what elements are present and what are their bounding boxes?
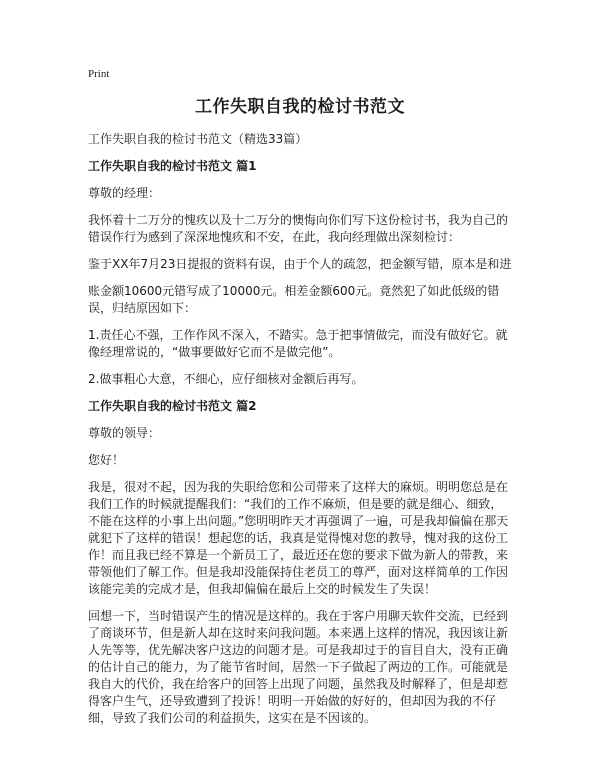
- section-2-paragraph-2: 回想一下，当时错误产生的情况是这样的。我在于客户用聊天软件交流，已经到了商谈环节，但是新人却在这时来问我问题。本来遇上这样的情况，我因该让新人先等等，优先解决客户这边的问题才是。可是我却过于的盲目自大，没有正确的估计自己的能力，为了能节省时间，居然一下子做起了两边的工作。可能就是我自大的代价，我在给客户的回答上出现了问题，虽然我及时解释了，但是却惹得客户生气，还导致遭到了投诉！明明一开始做的好好的，但却因为我的不仔细，导致了我们公司的利益损失，这实在是不因该的。: [88, 609, 509, 725]
- section-1-paragraph-2a: 鉴于XX年7月23日提报的资料有误，由于个人的疏忽，把金额写错，原本是和进: [88, 257, 512, 271]
- document-title: 工作失职自我的检讨书范文: [195, 97, 405, 117]
- section-1-paragraph-4: 2.做事粗心大意，不细心，应仔细核对金额后再写。: [88, 372, 364, 386]
- section-2-heading: 工作失职自我的检讨书范文 篇2: [88, 399, 257, 413]
- section-1-salutation: 尊敬的经理：: [88, 186, 161, 200]
- section-1-heading: 工作失职自我的检讨书范文 篇1: [88, 159, 257, 173]
- section-2-salutation: 尊敬的领导：: [88, 426, 161, 440]
- print-link[interactable]: Print: [88, 68, 110, 80]
- document-subtitle: 工作失职自我的检讨书范文（精选33篇）: [88, 132, 308, 146]
- section-2-paragraph-1: 我是，很对不起，因为我的失职给您和公司带来了这样大的麻烦。明明您总是在我们工作的时候就提醒我们：“我们的工作不麻烦，但是要的就是细心、细致，不能在这样的小事上出问题。”您明明昨天才再强调了一遍，可是我却偏偏在那天就犯下了这样的错误！想起您的话，我真是觉得愧对您的教导，愧对我的这份工作！而且我已经不算是一个新员工了，最近还在您的要求下做为新人的带教，来带领他们了解工作。但是我却没能保持住老员工的尊严，面对这样简单的工作因该能完美的完成才是，但我却偏偏在最后上交的时候发生了失误！: [88, 480, 509, 596]
- section-1-paragraph-1: 我怀着十二万分的愧疚以及十二万分的懊悔向你们写下这份检讨书，我为自己的错误作行为感到了深深地愧疚和不安，在此，我向经理做出深刻检讨：: [88, 213, 509, 244]
- section-2-greeting: 您好！: [88, 453, 125, 467]
- section-1-paragraph-2b: 账金额10600元错写成了10000元。相差金额600元。竟然犯了如此低级的错误，归结原因如下：: [88, 284, 500, 315]
- section-1-paragraph-3: 1.责任心不强，工作作风不深入，不踏实。急于把事情做完，而没有做好它。就像经理常说的，“做事要做好它而不是做完他”。: [88, 328, 508, 359]
